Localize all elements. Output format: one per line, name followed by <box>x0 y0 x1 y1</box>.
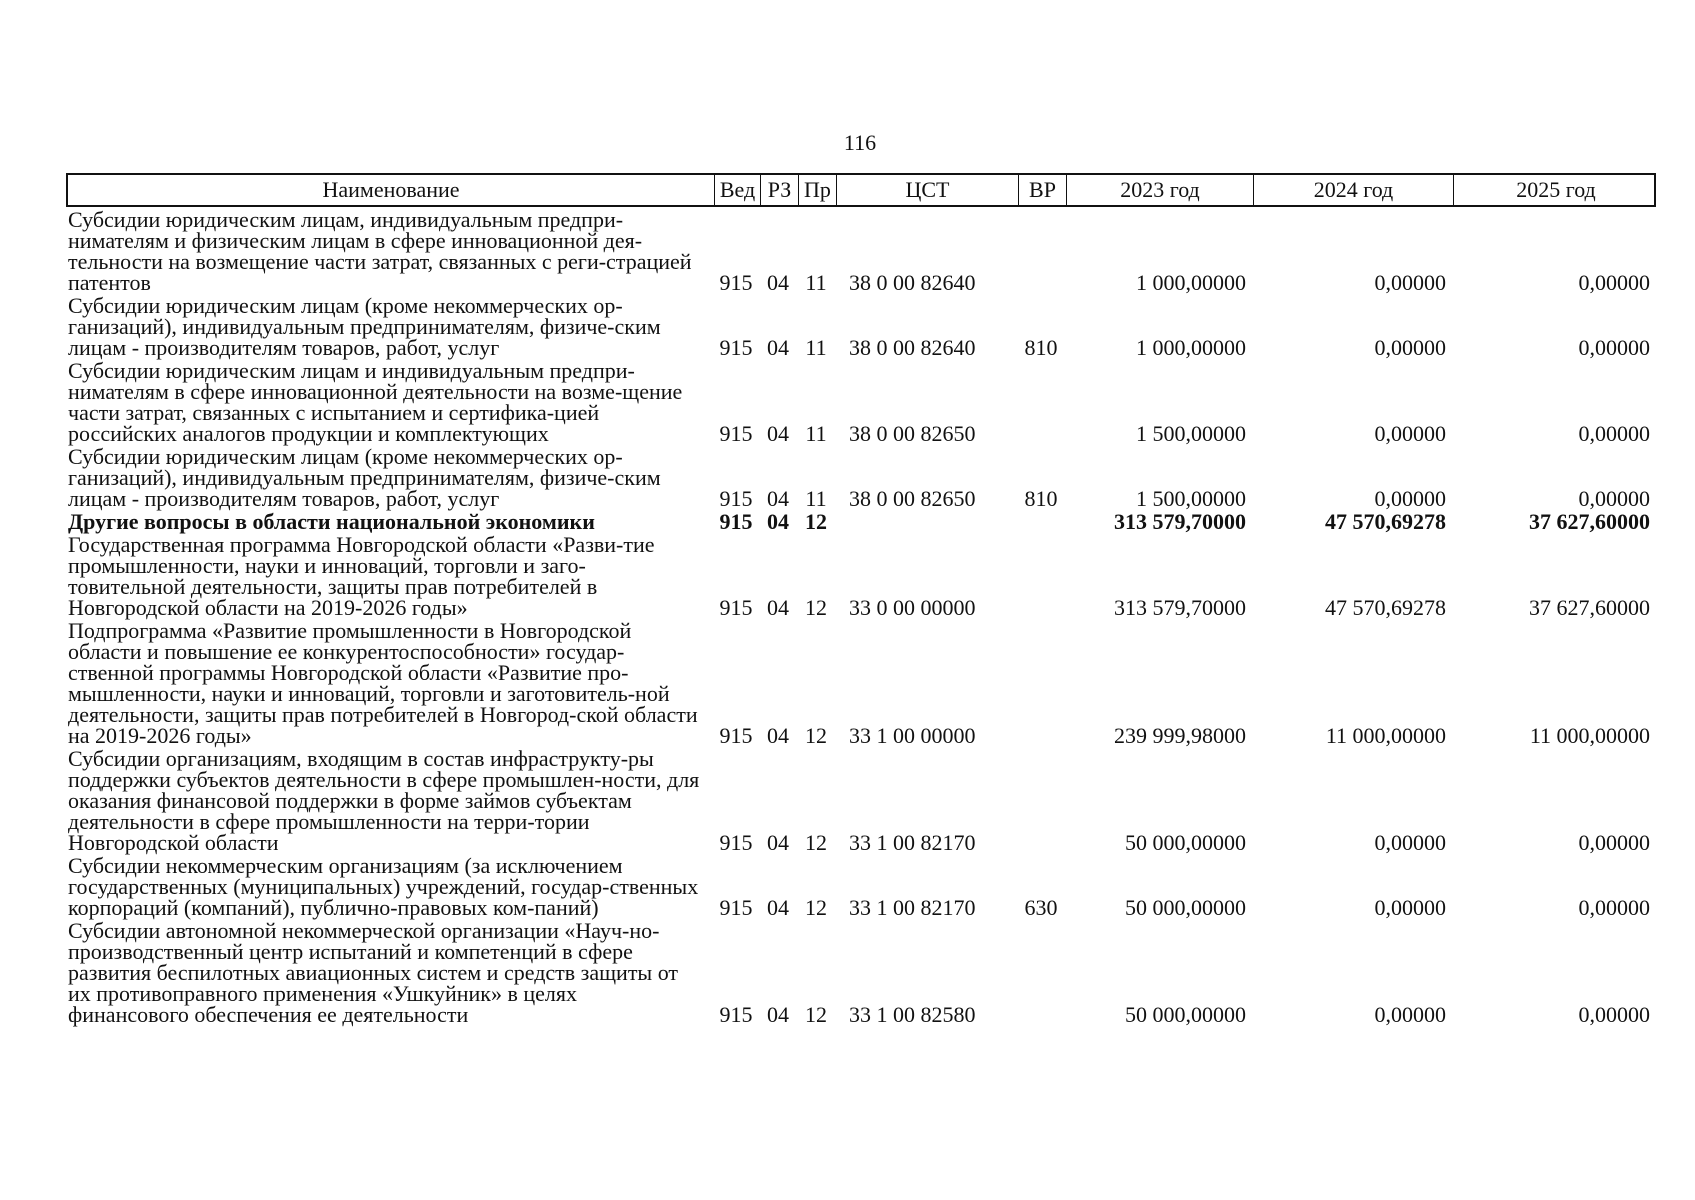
row-name: Субсидии организациям, входящим в состав инфраструкту-ры поддержки субъектов деятельности в сфере промышлен-ности, для оказания финансовой поддержки в форме займов субъектам деятельности в сфере промышленности на терри-тории Новгородской области <box>68 746 700 855</box>
row-2024: 0,00000 <box>1374 270 1446 295</box>
table-row <box>66 620 1656 746</box>
row-vr <box>1017 920 1065 1025</box>
row-ved: 915 <box>719 335 753 360</box>
budget-table <box>66 173 1656 1025</box>
row-ved: 915 <box>719 421 753 446</box>
table-row <box>66 511 1656 532</box>
row-2025: 11 000,00000 <box>1529 723 1650 748</box>
row-ved: 915 <box>719 723 753 748</box>
row-2023: 1 000,00000 <box>1136 270 1246 295</box>
row-2025: 0,00000 <box>1578 335 1650 360</box>
row-pr: 12 <box>805 723 827 748</box>
row-pr: 12 <box>805 830 827 855</box>
row-vr <box>1017 534 1065 618</box>
row-pr: 11 <box>805 486 827 511</box>
row-rz: 04 <box>767 486 789 511</box>
row-pr: 12 <box>805 895 827 920</box>
table-row <box>66 920 1656 1025</box>
header-name: Наименование <box>68 175 715 205</box>
row-cst: 33 1 00 82580 <box>849 1002 976 1027</box>
row-2024: 0,00000 <box>1374 421 1446 446</box>
row-rz: 04 <box>767 335 789 360</box>
table-row <box>66 360 1656 444</box>
header-pr: Пр <box>799 175 837 205</box>
row-cst: 33 1 00 82170 <box>849 895 976 920</box>
row-vr <box>1017 360 1065 444</box>
header-2024: 2024 год <box>1254 175 1454 205</box>
row-2025: 0,00000 <box>1578 486 1650 511</box>
row-pr: 11 <box>805 270 827 295</box>
row-2023: 239 999,98000 <box>1114 723 1246 748</box>
row-2024: 0,00000 <box>1374 335 1446 360</box>
row-name: Субсидии автономной некоммерческой организации «Науч-но-производственный центр испытаний и компетенций в сфере развития беспилотных авиационных систем и средств защиты от их противоправного применения «Ушкуйник» в целях финансового обеспечения ее деятельности <box>68 918 679 1027</box>
table-row <box>66 295 1656 358</box>
table-row <box>66 534 1656 618</box>
row-cst: 38 0 00 82640 <box>849 335 976 360</box>
header-2025: 2025 год <box>1516 177 1596 202</box>
row-2023: 50 000,00000 <box>1125 1002 1246 1027</box>
row-rz: 04 <box>767 895 789 920</box>
table-header <box>66 173 1656 207</box>
row-2024: 0,00000 <box>1374 486 1446 511</box>
row-2024: 0,00000 <box>1374 895 1446 920</box>
table-body <box>66 209 1656 1025</box>
row-2025: 0,00000 <box>1578 270 1650 295</box>
row-vr <box>1017 511 1065 532</box>
row-ved: 915 <box>719 509 753 534</box>
row-2024: 47 570,69278 <box>1325 509 1446 534</box>
row-rz: 04 <box>767 1002 789 1027</box>
row-ved: 915 <box>719 830 753 855</box>
row-rz: 04 <box>767 830 789 855</box>
row-2024: 47 570,69278 <box>1325 595 1446 620</box>
row-ved: 915 <box>719 486 753 511</box>
row-cst: 38 0 00 82650 <box>849 486 976 511</box>
row-vr: 630 <box>1024 895 1058 920</box>
row-ved: 915 <box>719 270 753 295</box>
row-name: Субсидии юридическим лицам и индивидуальным предпри-нимателям в сфере инновационной деятельности на возме-щение части затрат, связанных с испытанием и сертифика-цией российских аналогов продукции и комплектующих <box>68 358 683 446</box>
header-ved: Вед <box>715 175 761 205</box>
header-cst: ЦСТ <box>837 175 1019 205</box>
row-2023: 50 000,00000 <box>1125 830 1246 855</box>
row-name: Подпрограмма «Развитие промышленности в Новгородской области и повышение ее конкурентоспособности» государ-ственной программы Новгородской области «Развитие про-мышленности, науки и инноваций, торговли и заготовитель-ной деятельности, защиты прав потребителей в Новгород-ской области на 2019-2026 годы» <box>68 618 698 748</box>
row-cst: 33 1 00 82170 <box>849 830 976 855</box>
row-pr: 12 <box>805 1002 827 1027</box>
row-cst: 33 1 00 00000 <box>849 723 976 748</box>
row-rz: 04 <box>767 595 789 620</box>
row-2025: 0,00000 <box>1578 830 1650 855</box>
header-rz: РЗ <box>761 175 799 205</box>
row-ved: 915 <box>719 595 753 620</box>
row-vr: 810 <box>1024 486 1058 511</box>
header-vr: ВР <box>1019 175 1067 205</box>
row-cst: 38 0 00 82650 <box>849 421 976 446</box>
row-name: Субсидии юридическим лицам, индивидуальным предпри-нимателям и физическим лицам в сфере инновационной дея-тельности на возмещение части затрат, связанных с реги-страцией патентов <box>68 207 692 295</box>
row-2024: 0,00000 <box>1374 830 1446 855</box>
row-2023: 313 579,70000 <box>1114 509 1246 534</box>
table-row <box>66 209 1656 293</box>
row-cst <box>835 511 1017 532</box>
row-name: Государственная программа Новгородской области «Разви-тие промышленности, науки и инноваций, торговли и заго-товительной деятельности, защиты прав потребителей в Новгородской области на 2019-2026 годы» <box>68 532 655 620</box>
row-vr: 810 <box>1024 335 1058 360</box>
row-2023: 50 000,00000 <box>1125 895 1246 920</box>
row-name: Субсидии юридическим лицам (кроме некоммерческих ор-ганизаций), индивидуальным предпринимателям, физиче-ским лицам - производителям товаров, работ, услуг <box>68 293 661 360</box>
row-pr: 12 <box>805 509 827 534</box>
row-ved: 915 <box>719 1002 753 1027</box>
row-2025: 0,00000 <box>1578 1002 1650 1027</box>
row-2025: 37 627,60000 <box>1529 595 1650 620</box>
row-name: Субсидии некоммерческим организациям (за исключением государственных (муниципальных) учреждений, государ-ственных корпораций (компаний), публично-правовых ком-паний) <box>68 853 699 920</box>
row-rz: 04 <box>767 270 789 295</box>
row-vr <box>1017 748 1065 853</box>
row-vr <box>1017 209 1065 293</box>
row-2025: 37 627,60000 <box>1529 509 1650 534</box>
row-2023: 1 500,00000 <box>1136 486 1246 511</box>
row-pr: 11 <box>805 335 827 360</box>
row-2025: 0,00000 <box>1578 895 1650 920</box>
row-ved: 915 <box>719 895 753 920</box>
table-row <box>66 855 1656 918</box>
table-row <box>66 748 1656 853</box>
page-number: 116 <box>843 130 877 155</box>
row-rz: 04 <box>767 421 789 446</box>
row-rz: 04 <box>767 723 789 748</box>
row-cst: 38 0 00 82640 <box>849 270 976 295</box>
row-2023: 313 579,70000 <box>1114 595 1246 620</box>
row-name: Другие вопросы в области национальной экономики <box>68 509 595 534</box>
row-pr: 12 <box>805 595 827 620</box>
header-2023: 2023 год <box>1067 175 1254 205</box>
row-pr: 11 <box>805 421 827 446</box>
row-2024: 0,00000 <box>1374 1002 1446 1027</box>
row-2023: 1 000,00000 <box>1136 335 1246 360</box>
row-cst: 33 0 00 00000 <box>849 595 976 620</box>
table-row <box>66 446 1656 509</box>
row-vr <box>1017 620 1065 746</box>
row-name: Субсидии юридическим лицам (кроме некоммерческих ор-ганизаций), индивидуальным предпринимателям, физиче-ским лицам - производителям товаров, работ, услуг <box>68 444 661 511</box>
row-rz: 04 <box>767 509 789 534</box>
row-2025: 0,00000 <box>1578 421 1650 446</box>
row-2024: 11 000,00000 <box>1325 723 1446 748</box>
row-2023: 1 500,00000 <box>1136 421 1246 446</box>
